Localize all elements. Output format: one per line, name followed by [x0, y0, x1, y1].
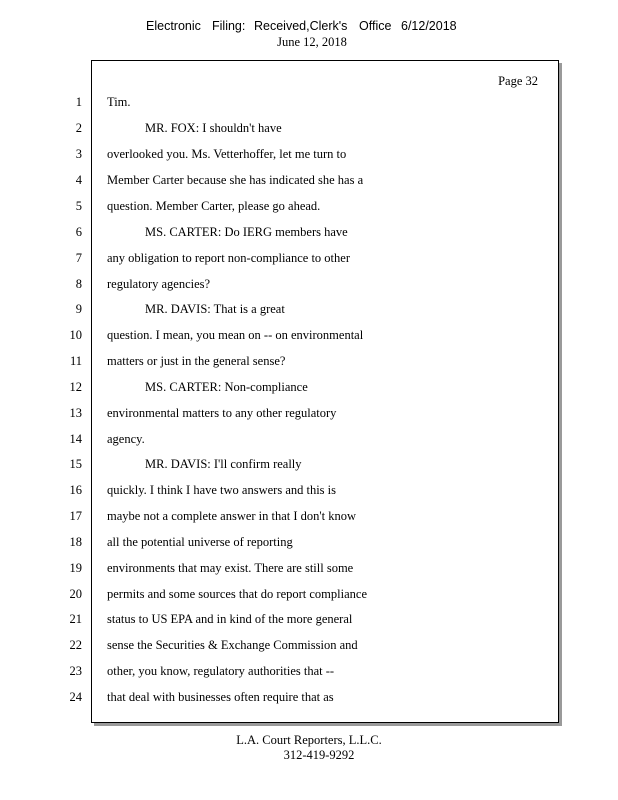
line-number: 5 — [75, 199, 82, 213]
transcript-line: MR. DAVIS: That is a great — [145, 302, 285, 316]
transcript-line: MS. CARTER: Non-compliance — [145, 380, 308, 394]
line-number: 9 — [75, 302, 82, 316]
footer-company: L.A. Court Reporters, L.L.C. — [236, 733, 382, 747]
transcript-line: regulatory agencies? — [107, 277, 211, 291]
line-number: 16 — [69, 483, 82, 497]
transcript-line: overlooked you. Ms. Vetterhoffer, let me turn to — [107, 147, 347, 161]
transcript-line: quickly. I think I have two answers and this is — [107, 483, 337, 497]
filing-date: 6/12/2018 — [401, 19, 457, 33]
line-number: 22 — [69, 638, 82, 652]
transcript-line: that deal with businesses often require that as — [107, 690, 334, 704]
line-number: 6 — [75, 225, 82, 239]
line-number: 13 — [69, 406, 82, 420]
transcript-line: sense the Securities & Exchange Commission and — [107, 638, 358, 652]
transcript-line: environmental matters to any other regulatory — [107, 406, 337, 420]
filing-received-label: Received,Clerk's — [254, 19, 348, 33]
transcript-line: matters or just in the general sense? — [107, 354, 286, 368]
filing-filing-label: Filing: — [212, 19, 246, 33]
line-number: 24 — [69, 690, 82, 704]
page-number: Page 32 — [498, 74, 538, 88]
transcript-line: status to US EPA and in kind of the more general — [107, 612, 353, 626]
line-number: 2 — [75, 121, 82, 135]
filing-electronic-label: Electronic — [146, 19, 201, 33]
line-number: 3 — [75, 147, 82, 161]
line-number: 8 — [75, 277, 82, 291]
line-number: 1 — [75, 95, 82, 109]
line-number: 4 — [75, 173, 82, 187]
line-number: 20 — [69, 587, 82, 601]
line-number: 17 — [69, 509, 82, 523]
transcript-line: other, you know, regulatory authorities that -- — [107, 664, 335, 678]
line-number: 18 — [69, 535, 82, 549]
line-number: 10 — [69, 328, 82, 342]
transcript-line: any obligation to report non-compliance to other — [107, 251, 350, 265]
transcript-line: MS. CARTER: Do IERG members have — [145, 225, 348, 239]
transcript-line: Tim. — [107, 95, 131, 109]
transcript-line: Member Carter because she has indicated she has a — [107, 173, 364, 187]
line-number: 12 — [69, 380, 82, 394]
line-number: 15 — [69, 457, 82, 471]
line-number: 7 — [75, 251, 82, 265]
transcript-line: question. I mean, you mean on -- on environmental — [107, 328, 364, 342]
transcript-line: agency. — [107, 432, 145, 446]
transcript-line: environments that may exist. There are still some — [107, 561, 354, 575]
transcript-line: permits and some sources that do report compliance — [107, 587, 367, 601]
line-number: 11 — [69, 354, 82, 368]
transcript-line: MR. DAVIS: I'll confirm really — [145, 457, 302, 471]
page-footer — [0, 733, 618, 763]
filing-office-label: Office — [359, 19, 392, 33]
line-number: 21 — [69, 612, 82, 626]
line-number: 14 — [69, 432, 82, 446]
line-number: 19 — [69, 561, 82, 575]
transcript-line: all the potential universe of reporting — [107, 535, 293, 549]
footer-phone: 312-419-9292 — [283, 748, 355, 762]
line-number: 23 — [69, 664, 82, 678]
filing-date-line: June 12, 2018 — [277, 35, 347, 49]
transcript-line: maybe not a complete answer in that I don't know — [107, 509, 357, 523]
transcript-line: question. Member Carter, please go ahead. — [107, 199, 321, 213]
transcript-line: MR. FOX: I shouldn't have — [145, 121, 282, 135]
